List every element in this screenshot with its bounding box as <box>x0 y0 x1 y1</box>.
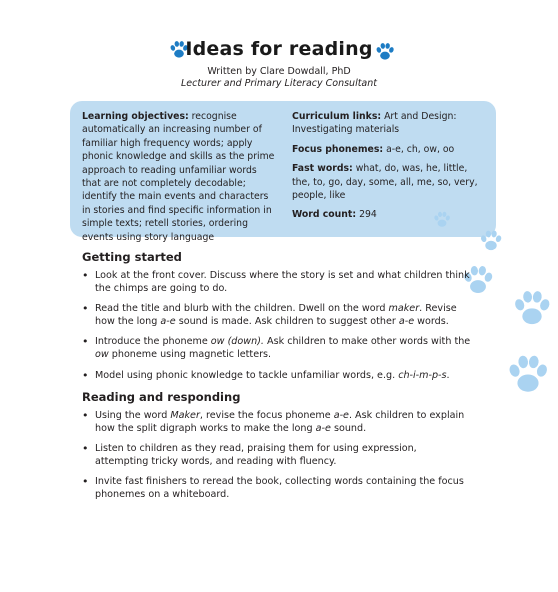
text-span: ow (down). <box>210 336 264 348</box>
paw-print-icon <box>510 286 554 328</box>
learning-objectives-label: Learning objectives: <box>82 111 189 122</box>
focus-phonemes-text: a-e, ch, ow, oo <box>386 143 455 155</box>
learning-objectives <box>82 110 278 244</box>
list-item <box>82 303 472 328</box>
text-span: Maker <box>170 410 200 421</box>
list-item <box>82 336 472 361</box>
box-right-column <box>292 110 488 228</box>
text-span: sound is made. Ask children to suggest other <box>175 315 399 327</box>
text-span: . <box>446 369 450 381</box>
list-item-text: Invite fast finishers to reread the book, collecting words containing the focus phonemes on a whiteboard. <box>95 476 464 500</box>
curriculum-links-label: Curriculum links: <box>292 111 382 122</box>
text-span: ch-i-m-p-s <box>398 369 447 381</box>
fast-words-text: what, do, was, he, little, the, to, go, day, some, all, me, so, very, people, like <box>292 163 478 202</box>
page-title-row <box>0 38 558 60</box>
list-item <box>82 270 472 295</box>
list-item-text: Look at the front cover. Discuss where the story is set and what children think the chimps are going to do. <box>95 270 470 294</box>
text-span: a-e <box>160 315 176 327</box>
curriculum-links <box>292 110 488 137</box>
getting-started-heading: Getting started <box>82 250 182 264</box>
text-span: Model using phonic knowledge to tackle unfamiliar words, e.g. <box>95 369 399 381</box>
list-item <box>82 443 472 468</box>
text-span: a-e <box>398 315 415 327</box>
text-span: Read the title and blurb with the children. Dwell on the word <box>95 303 389 315</box>
text-span: , revise the focus phoneme <box>199 410 334 421</box>
text-span: Using the word <box>95 410 171 421</box>
fast-words-label: Fast words: <box>292 163 353 175</box>
list-item <box>82 370 472 383</box>
paw-print-icon <box>478 228 504 252</box>
reading-responding-list <box>82 410 472 510</box>
list-item-text: Listen to children as they read, praising them for using expression, attempting tricky words, and reading with fluency. <box>95 443 417 467</box>
text-span: Ask children to make other words with the <box>263 336 471 348</box>
text-span: a-e <box>333 410 349 421</box>
word-count <box>292 208 488 221</box>
reading-responding-heading: Reading and responding <box>82 390 241 404</box>
paw-print-icon <box>432 210 452 228</box>
paw-print-icon <box>504 350 552 396</box>
word-count-label: Word count: <box>292 209 357 221</box>
author-line: Written by Clare Dowdall, PhD <box>207 66 351 77</box>
byline <box>0 66 558 90</box>
text-span: ow <box>95 348 109 360</box>
text-span: maker <box>388 303 420 315</box>
focus-phonemes-label: Focus phonemes: <box>292 143 384 155</box>
text-span: sound. <box>330 422 367 434</box>
text-span: a-e <box>315 422 331 434</box>
text-span: words. <box>414 315 449 327</box>
getting-started-list <box>82 270 472 390</box>
page-title: Ideas for reading <box>185 38 373 60</box>
text-span: phoneme using magnetic letters. <box>108 348 272 360</box>
curriculum-links-text: Art and Design: Investigating materials <box>292 111 457 136</box>
author-role: Lecturer and Primary Literacy Consultant <box>180 78 378 89</box>
focus-phonemes <box>292 143 488 156</box>
list-item <box>82 476 472 501</box>
text-span: . Ask children to explain how the split digraph works to make the long <box>95 410 465 434</box>
learning-objectives-text: recognise automatically an increasing number of familiar high frequency words; apply phonic knowledge and skills as the prime approach to reading unfamiliar words that are not completely decodable; identify the main events and characters in stories and find specific information in simple texts; retell stories, ordering events using story language <box>82 111 275 243</box>
word-count-text: 294 <box>359 209 377 221</box>
text-span: Introduce the phoneme <box>95 336 211 348</box>
fast-words <box>292 162 488 202</box>
list-item <box>82 410 472 435</box>
text-span: . Revise how the long <box>95 303 457 327</box>
